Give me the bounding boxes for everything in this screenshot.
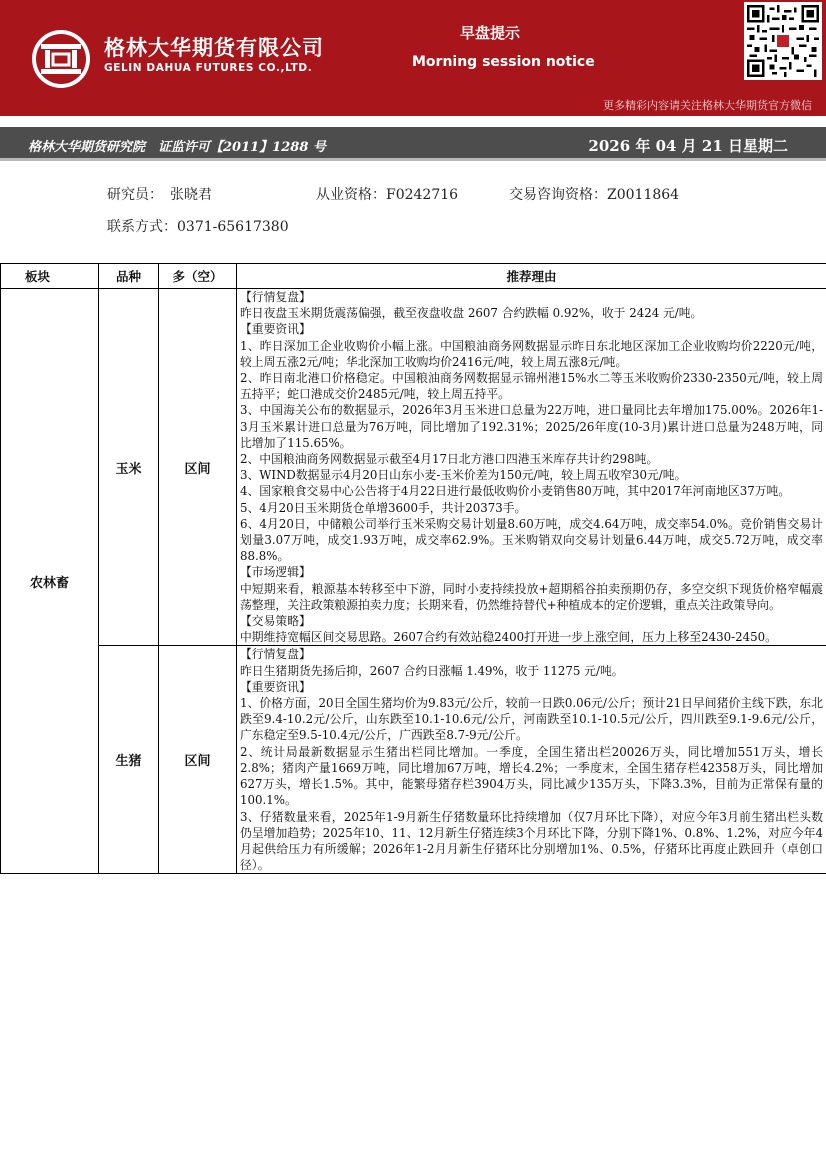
reason-paragraph: 6、4月20日，中储粮公司举行玉米采购交易计划量8.60万吨，成交4.64万吨，成交率54.0%。竞价销售交易计划量3.07万吨，成交1.93万吨，成交率62.9%。玉米购销双向交易计划量6.44万吨，成交5.72万吨，成交率88.8%。 (240, 516, 824, 564)
direction-cell: 区间 (159, 289, 237, 646)
reason-paragraph: 1、价格方面，20日全国生猪均价为9.83元/公斤，较前一日跌0.06元/公斤；预计21日早间猪价主线下跌，东北跌至9.4-10.2元/公斤，山东跌至10.1-10.6元/公斤，河南跌至10.1-10.5元/公斤，四川跌至9.1-9.6元/公斤，广东稳定至9.5-10.4元/公斤，广西跌至8.7-9元/公斤。 (240, 696, 824, 743)
direction-cell: 区间 (159, 646, 237, 874)
reason-paragraph: 3、WIND数据显示4月20日山东小麦-玉米价差为150元/吨，较上周五收窄30元/吨。 (240, 468, 687, 483)
notice-title-en: Morning session notice (412, 54, 595, 70)
header-reason: 推荐理由 (237, 264, 826, 289)
reason-paragraph: 昨日生猪期货先扬后抑，2607 合约日涨幅 1.49%，收于 11275 元/吨。 (240, 663, 624, 678)
header-direction: 多（空） (159, 264, 237, 289)
notice-title-cn: 早盘提示 (460, 24, 521, 42)
section-heading: 【行情复盘】 (240, 290, 311, 304)
table-header-row (1, 264, 826, 289)
company-logo-icon (30, 28, 92, 90)
table-row (1, 646, 826, 874)
analyst-name: 研究员： 张晓君 (107, 187, 212, 203)
sector-cell: 农林畜 (1, 289, 99, 874)
reason-cell (237, 289, 826, 646)
analyst-consult-qualification: 交易咨询资格：Z0011864 (509, 187, 680, 203)
recommendation-table (0, 263, 826, 874)
product-cell: 玉米 (99, 289, 159, 646)
report-date: 2026 年 04 月 21 日星期二 (588, 137, 788, 155)
section-heading: 【重要资讯】 (240, 679, 311, 694)
wechat-qr-code[interactable] (744, 2, 822, 80)
reason-paragraph: 3、仔猪数量来看，2025年1-9月新生仔猪数量环比持续增加（仅7月环比下降），对应今年3月前生猪出栏头数仍呈增加趋势；2025年10、11、12月新生仔猪连续3个月环比下降，分别下降1%、0.8%、1.2%，对应今年4月起供给压力有所缓解；2026年1-2月月新生仔猪环比分别增加1%、0.5%，仔猪环比再度止跌回升（卓创口径）。 (240, 809, 824, 873)
header-sector: 板块 (1, 264, 99, 289)
reason-paragraph: 5、4月20日玉米期货仓单增3600手，共计20373手。 (240, 500, 527, 515)
analyst-contact: 联系方式：0371-65617380 (107, 219, 289, 235)
reason-paragraph: 3、中国海关公布的数据显示，2026年3月玉米进口总量为22万吨，进口量同比去年增加175.00%。2026年1-3月玉米累计进口总量为76万吨，同比增加了192.31%；2025/26年度(10-3月)累计进口总量为248万吨，同比增加了115.65%。 (240, 403, 824, 450)
section-heading: 【交易策略】 (240, 614, 311, 629)
reason-paragraph: 2、统计局最新数据显示生猪出栏同比增加。一季度，全国生猪出栏20026万头，同比增加551万头，增长2.8%；猪肉产量1669万吨，同比增加67万吨，增长4.2%；一季度末，全国生猪存栏42358万头，同比增加627万头，增长1.5%。其中，能繁母猪存栏3904万头，同比减少135万头，下降3.3%，目前为正常保有量的100.1%。 (240, 744, 824, 808)
reason-paragraph: 中短期来看，粮源基本转移至中下游，同时小麦持续投放+超期稻谷拍卖预期仍存，多空交织下现货价格窄幅震荡整理，关注政策粮源拍卖力度；长期来看，仍然维持替代+种植成本的定价逻辑，重点关注政策导向。 (240, 581, 824, 612)
follow-wechat-text: 更多精彩内容请关注格林大华期货官方微信 (603, 99, 812, 112)
reason-paragraph: 1、昨日深加工企业收购价小幅上涨。中国粮油商务网数据显示昨日东北地区深加工企业收购均价2220元/吨，较上周五涨2元/吨；华北深加工收购均价2416元/吨，较上周五涨8元/吨。 (240, 338, 824, 369)
section-heading: 【市场逻辑】 (240, 565, 311, 580)
institute-license: 格林大华期货研究院 证监许可【2011】1288 号 (28, 140, 326, 155)
analyst-qualification: 从业资格：F0242716 (316, 187, 459, 203)
reason-paragraph: 2、昨日南北港口价格稳定。中国粮油商务网数据显示锦州港15%水二等玉米收购价2330-2350元/吨，较上周五持平；蛇口港成交价2485元/吨，较上周五持平。 (240, 371, 824, 402)
table-row (1, 289, 826, 646)
reason-paragraph: 中期维持宽幅区间交易思路。2607合约有效站稳2400打开进一步上涨空间，压力上移至2430-2450。 (240, 630, 777, 645)
reason-paragraph: 昨日夜盘玉米期货震荡偏强，截至夜盘收盘 2607 合约跌幅 0.92%，收于 2424 元/吨。 (240, 306, 703, 321)
reason-paragraph: 4、国家粮食交易中心公告将于4月22日进行最低收购价小麦销售80万吨，其中2017年河南地区37万吨。 (240, 484, 791, 499)
section-heading: 【重要资讯】 (240, 322, 311, 337)
section-heading: 【行情复盘】 (240, 647, 311, 662)
brand-name-cn: 格林大华期货有限公司 (104, 36, 324, 60)
qr-code-icon (747, 5, 819, 77)
reason-paragraph: 2、中国粮油商务网数据显示截至4月17日北方港口四港玉米库存共计约298吨。 (240, 452, 659, 467)
reason-cell (237, 646, 826, 874)
header-banner (0, 0, 826, 116)
product-cell: 生猪 (99, 646, 159, 874)
header-product: 品种 (99, 264, 159, 289)
info-bar (0, 127, 826, 161)
brand-name-en: GELIN DAHUA FUTURES CO.,LTD. (104, 62, 313, 74)
